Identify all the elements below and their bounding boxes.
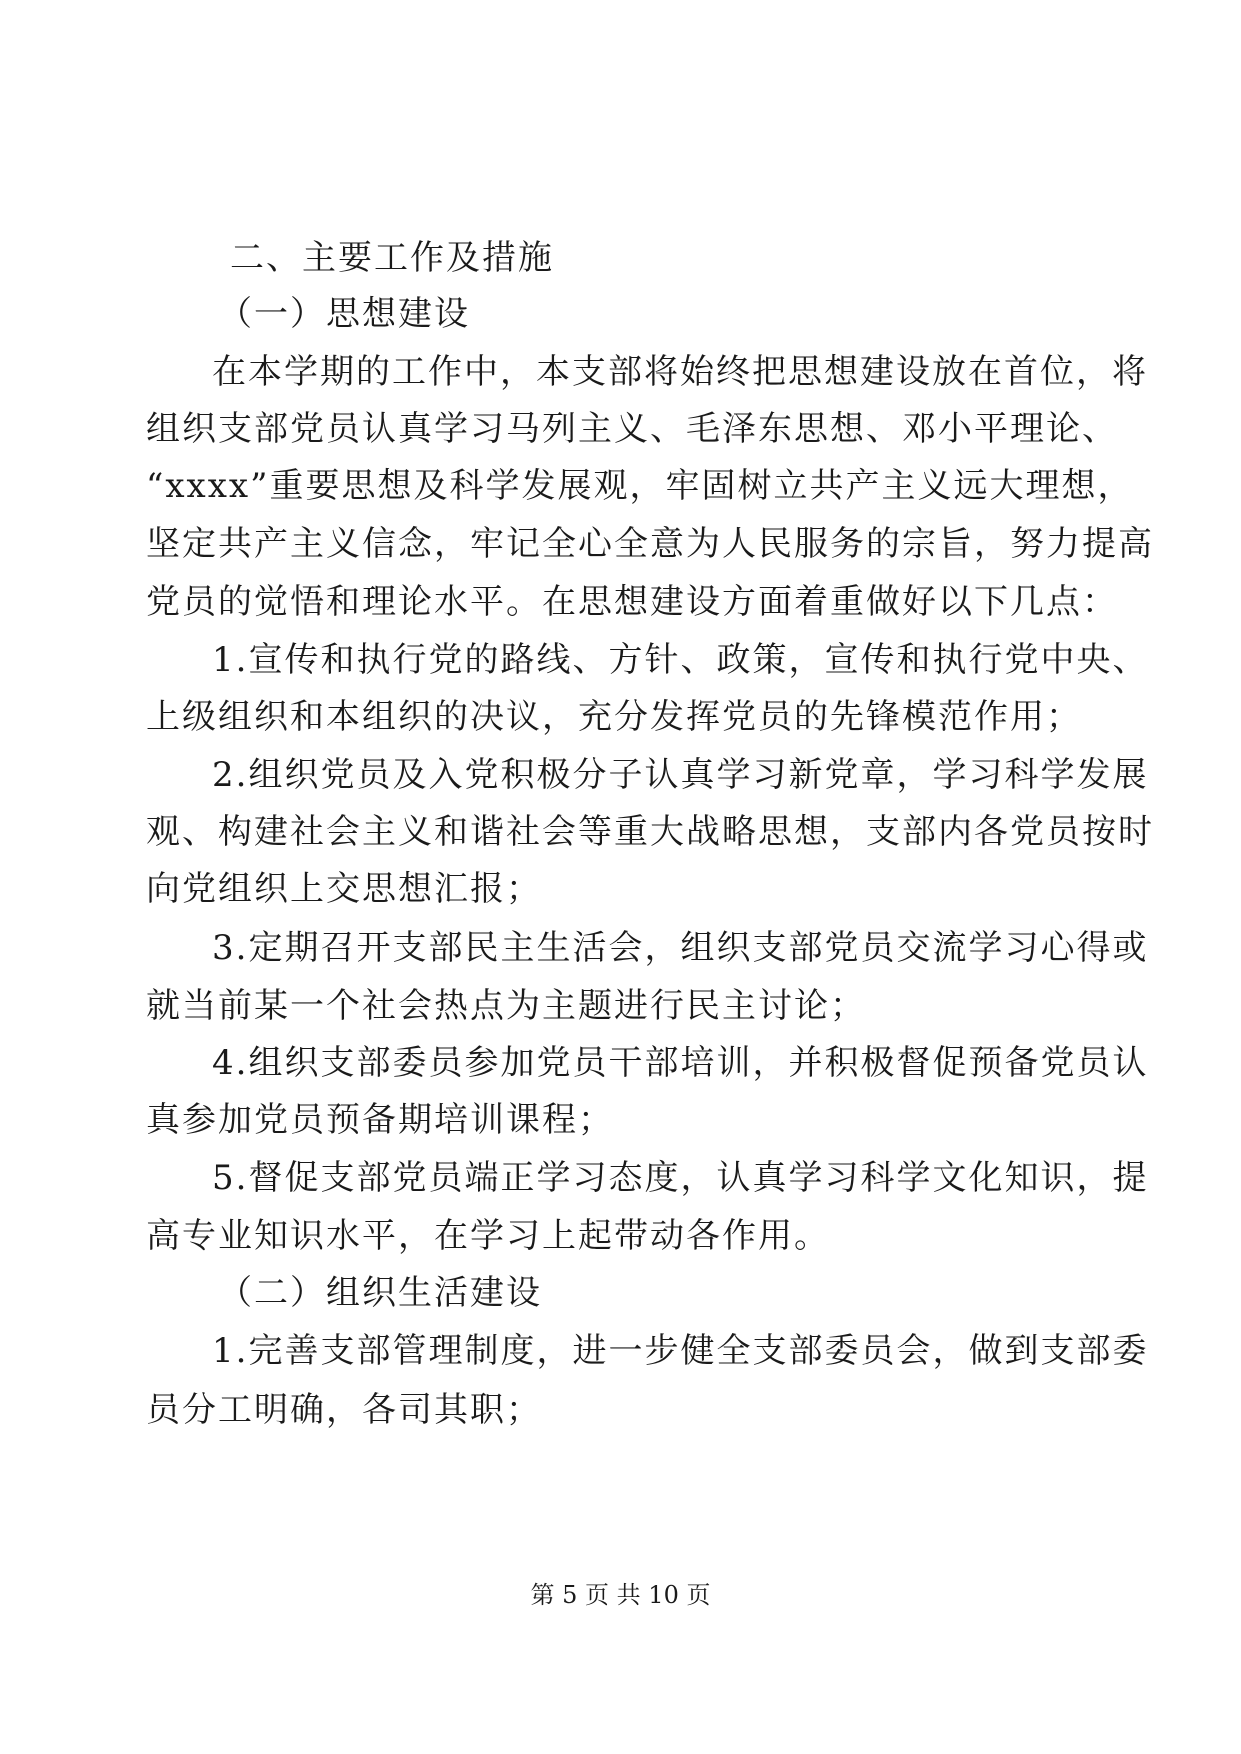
- paragraph-line: 在本学期的工作中，本支部将始终把思想建设放在首位，将: [212, 352, 1148, 392]
- list-item-line: 就当前某一个社会热点为主题进行民主讨论；: [146, 986, 866, 1026]
- section-heading: 二、主要工作及措施: [230, 238, 554, 278]
- paragraph-line: 坚定共产主义信念，牢记全心全意为人民服务的宗旨，努力提高: [146, 524, 1154, 564]
- paragraph-line: 组织支部党员认真学习马列主义、毛泽东思想、邓小平理论、: [146, 409, 1118, 449]
- subsection-heading: （二）组织生活建设: [218, 1273, 542, 1313]
- paragraph-line: 党员的觉悟和理论水平。在思想建设方面着重做好以下几点：: [146, 582, 1118, 622]
- list-item-line: 2.组织党员及入党积极分子认真学习新党章，学习科学发展: [212, 755, 1149, 795]
- list-item-line: 向党组织上交思想汇报；: [146, 869, 542, 909]
- list-item-line: 高专业知识水平，在学习上起带动各作用。: [146, 1216, 830, 1256]
- list-item-line: 上级组织和本组织的决议，充分发挥党员的先锋模范作用；: [146, 697, 1082, 737]
- list-item-line: 观、构建社会主义和谐社会等重大战略思想，支部内各党员按时: [146, 812, 1154, 852]
- paragraph-line: “xxxx”重要思想及科学发展观，牢固树立共产主义远大理想，: [146, 466, 1134, 506]
- list-item-line: 1.完善支部管理制度，进一步健全支部委员会，做到支部委: [212, 1331, 1149, 1371]
- list-item-line: 3.定期召开支部民主生活会，组织支部党员交流学习心得或: [212, 928, 1149, 968]
- list-item-line: 4.组织支部委员参加党员干部培训，并积极督促预备党员认: [212, 1043, 1149, 1083]
- list-item-line: 1.宣传和执行党的路线、方针、政策，宣传和执行党中央、: [212, 640, 1149, 680]
- list-item-line: 真参加党员预备期培训课程；: [146, 1100, 614, 1140]
- page-footer: 第 5 页 共 10 页: [530, 1581, 711, 1609]
- list-item-line: 员分工明确，各司其职；: [146, 1390, 542, 1430]
- list-item-line: 5.督促支部党员端正学习态度，认真学习科学文化知识，提: [212, 1158, 1149, 1198]
- subsection-heading: （一）思想建设: [218, 294, 470, 334]
